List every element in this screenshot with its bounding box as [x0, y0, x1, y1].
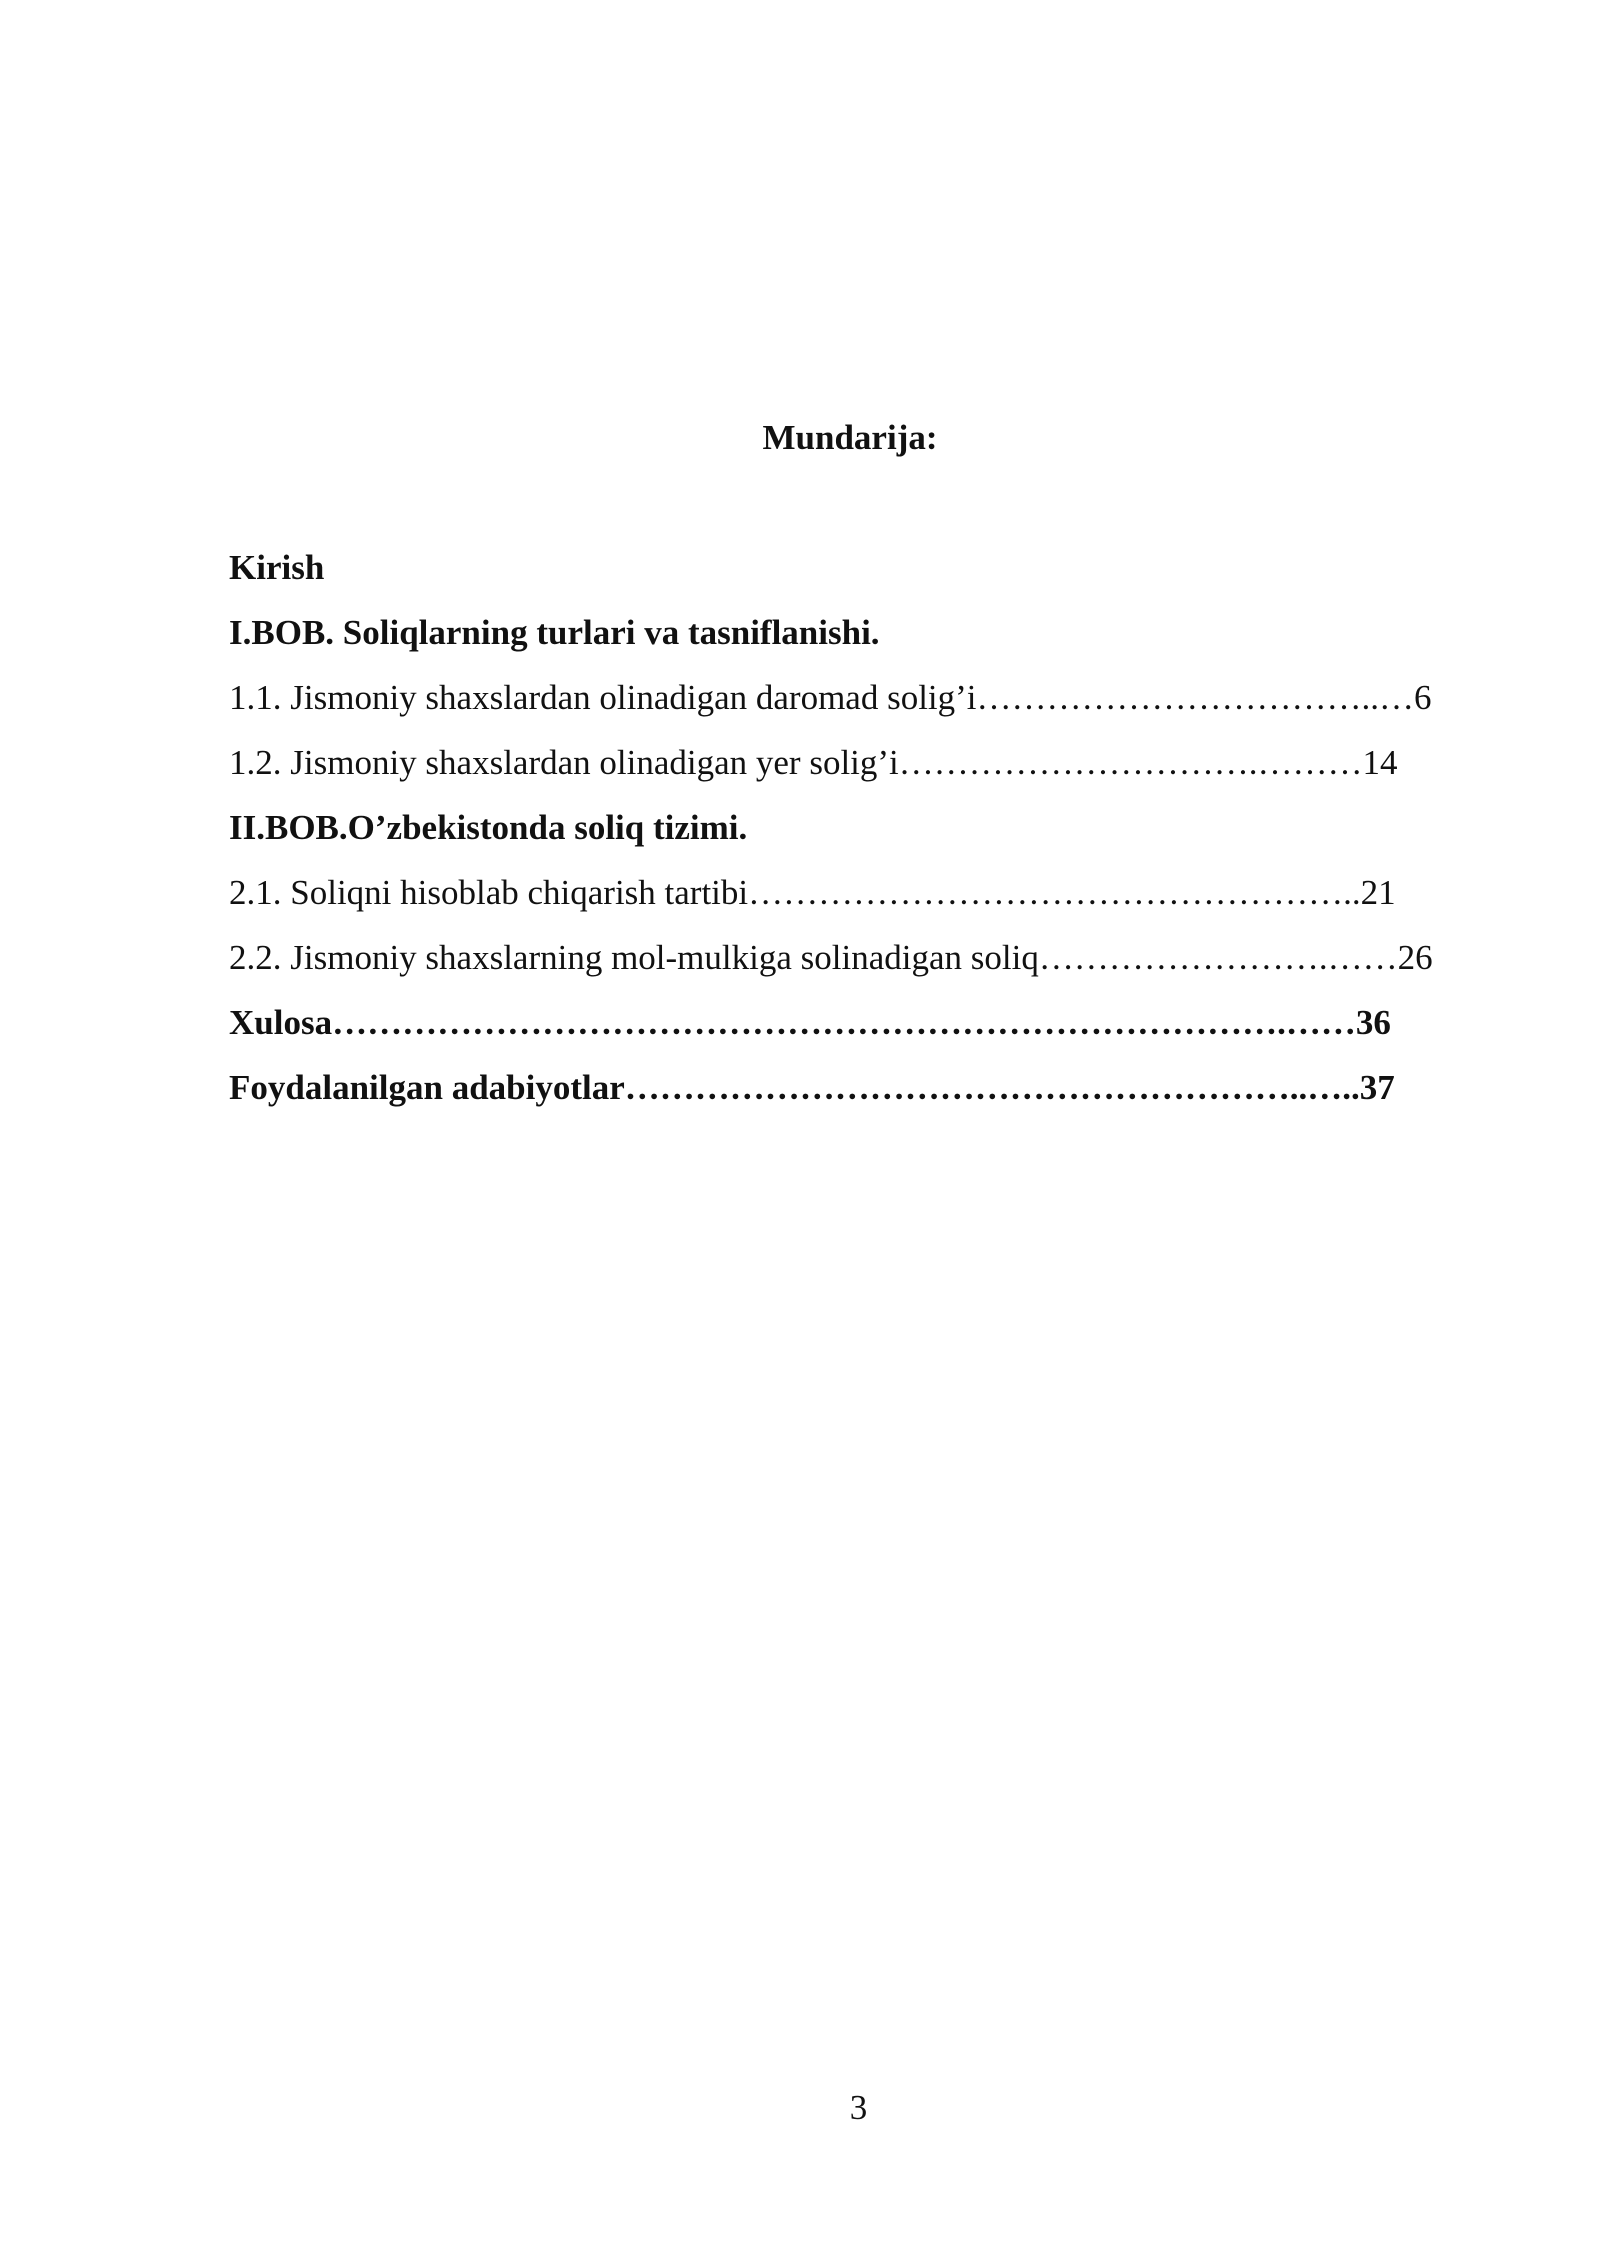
- toc-entry-1-1: 1.1. Jismoniy shaxslardan olinadigan daromad solig’i……………………………..…6: [229, 678, 1432, 717]
- toc-entry-1-2: 1.2. Jismoniy shaxslardan olinadigan yer solig’i………………………….………14: [229, 743, 1398, 782]
- toc-entry-2-2: 2.2. Jismoniy shaxslarning mol-mulkiga solinadigan soliq…………………….……26: [229, 938, 1433, 977]
- table-of-contents: [229, 535, 1489, 1120]
- toc-entry-kirish: Kirish: [229, 548, 325, 587]
- toc-entry-2-1: 2.1. Soliqni hisoblab chiqarish tartibi……………………………………………..21: [229, 873, 1396, 912]
- page-number: 3: [849, 2088, 868, 2127]
- toc-entry-xulosa: Xulosa……………………………………………………………………….……36: [229, 1003, 1391, 1042]
- toc-entry-references: Foydalanilgan adabiyotlar…………………………………………………..…..37: [229, 1068, 1395, 1107]
- toc-title: Mundarija:: [762, 418, 938, 457]
- toc-entry-chapter-1: I.BOB. Soliqlarning turlari va tasniflanishi.: [229, 613, 880, 652]
- toc-entry-chapter-2: II.BOB.O’zbekistonda soliq tizimi.: [229, 808, 748, 847]
